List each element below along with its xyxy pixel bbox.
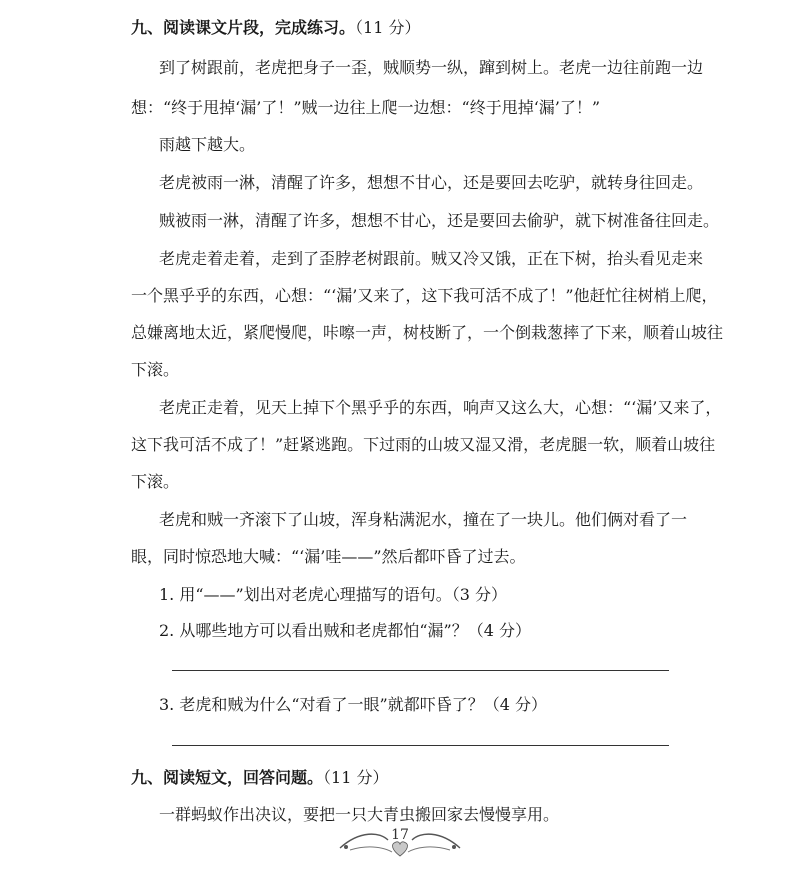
section-heading-text: 九、阅读课文片段，完成练习。 [131, 18, 356, 37]
page-number: 17 [391, 827, 409, 843]
section-score: （11 分） [323, 768, 389, 787]
answer-line[interactable] [172, 670, 669, 671]
passage-line: 下滚。 [131, 472, 180, 491]
passage-line: 一个黑乎乎的东西，心想：“‘漏’又来了，这下我可活不成了！”他赶忙往树梢上爬， [131, 286, 718, 305]
passage-line: 老虎和贼一齐滚下了山坡，浑身粘满泥水，撞在了一块儿。他们俩对看了一 [159, 510, 688, 529]
passage-line: 老虎被雨一淋，清醒了许多，想想不甘心，还是要回去吃驴，就转身往回走。 [159, 173, 704, 192]
passage-line: 总嫌离地太近，紧爬慢爬，咔嚓一声，树枝断了，一个倒栽葱摔了下来，顺着山坡往 [131, 323, 724, 342]
passage-line: 这下我可活不成了！”赶紧逃跑。下过雨的山坡又湿又滑，老虎腿一软，顺着山坡往 [131, 435, 716, 454]
passage-line: 想：“终于甩掉‘漏’了！”贼一边往上爬一边想：“终于甩掉‘漏’了！” [131, 98, 601, 117]
section-heading [131, 17, 420, 39]
page-footer-ornament [330, 820, 470, 860]
passage-line: 一群蚂蚁作出决议，要把一只大青虫搬回家去慢慢享用。 [159, 805, 560, 824]
passage-line: 老虎正走着，见天上掉下个黑乎乎的东西，响声又这么大，心想：“‘漏’又来了， [159, 398, 722, 417]
question-2: 2. 从哪些地方可以看出贼和老虎都怕“漏”？（4 分） [159, 621, 531, 640]
passage-line: 老虎走着走着，走到了歪脖老树跟前。贼又冷又饿，正在下树，抬头看见走来 [159, 249, 704, 268]
passage-line: 到了树跟前，老虎把身子一歪，贼顺势一纵，蹿到树上。老虎一边往前跑一边 [159, 58, 704, 77]
passage-line: 贼被雨一淋，清醒了许多，想想不甘心，还是要回去偷驴，就下树准备往回走。 [159, 211, 720, 230]
section-heading-text: 九、阅读短文，回答问题。 [131, 768, 324, 787]
answer-line[interactable] [172, 745, 669, 746]
passage-line: 雨越下越大。 [159, 135, 256, 154]
passage-line: 下滚。 [131, 360, 180, 379]
section-heading [131, 767, 388, 789]
question-1: 1. 用“——”划出对老虎心理描写的语句。（3 分） [159, 585, 507, 604]
section-score: （11 分） [355, 18, 421, 37]
passage-line: 眼，同时惊恐地大喊：“‘漏’哇——”然后都吓昏了过去。 [131, 547, 526, 566]
question-3: 3. 老虎和贼为什么“对看了一眼”就都吓昏了？（4 分） [159, 695, 547, 714]
